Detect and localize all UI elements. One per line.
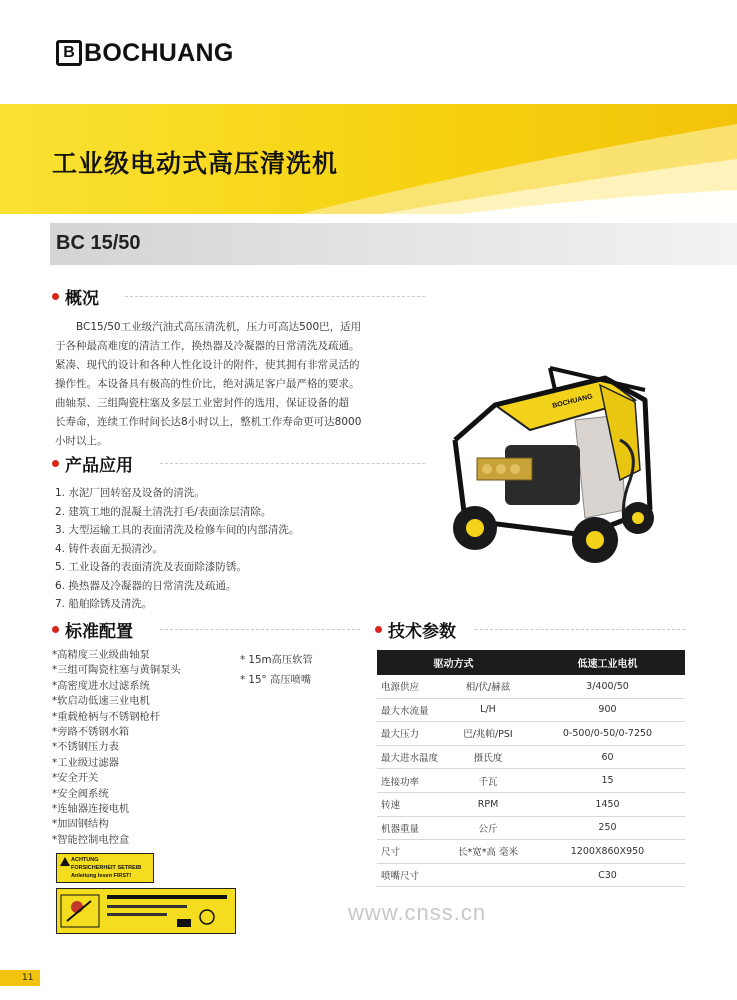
bullet-dot-icon	[52, 460, 59, 467]
table-row	[377, 816, 685, 840]
applications-heading	[52, 451, 133, 476]
table-cell: 250	[530, 816, 685, 840]
list-item: *安全阀系统	[52, 787, 109, 800]
config-rule	[160, 629, 360, 630]
table-row	[377, 745, 685, 769]
overview-line: 于各种最高难度的清洁工作，换热器及冷凝器的日常清洗及疏通。	[55, 340, 360, 352]
config-list-left	[52, 648, 181, 848]
list-item: * 15m高压软管	[240, 654, 313, 666]
list-item: *工业级过滤器	[52, 756, 119, 769]
model-bar	[50, 223, 737, 265]
model-number: BC 15/50	[56, 232, 141, 254]
config-heading-text: 标准配置	[65, 622, 133, 642]
specs-table	[377, 650, 685, 887]
safety-pictogram-label	[56, 888, 236, 934]
table-cell: 机器重量	[377, 816, 446, 840]
overview-heading-text: 概况	[65, 289, 99, 309]
table-row	[377, 698, 685, 722]
specs-rule	[475, 629, 685, 630]
table-cell: 喷嘴尺寸	[377, 863, 446, 887]
table-row	[377, 769, 685, 793]
config-list-right	[240, 650, 313, 690]
list-item: *软启动低速三业电机	[52, 695, 150, 708]
list-item: *三组可陶瓷柱塞与黄铜泵头	[52, 664, 181, 677]
table-header-cell: 驱动方式	[377, 650, 530, 675]
overview-rule	[125, 296, 425, 297]
table-cell: 尺寸	[377, 840, 446, 864]
table-cell: 摄氏度	[446, 745, 530, 769]
table-row	[377, 792, 685, 816]
list-item: *旁路不锈钢水箱	[52, 726, 130, 739]
machine-label: BOCHUANG	[551, 393, 594, 410]
table-cell: 3/400/50	[530, 675, 685, 698]
table-cell: 最大进水温度	[377, 745, 446, 769]
list-item: 7. 船舶除锈及清洗。	[55, 598, 153, 610]
table-cell: 公斤	[446, 816, 530, 840]
applications-heading-text: 产品应用	[65, 456, 133, 476]
table-cell: 长*宽*高 毫米	[446, 840, 530, 864]
warning-label-line: Anleitung lesen FIRST!	[71, 873, 132, 879]
list-item: 5. 工业设备的表面清洗及表面除漆防锈。	[55, 561, 247, 573]
list-item: *智能控制电控盒	[52, 833, 130, 846]
overview-line: 操作性。本设备具有极高的性价比，绝对满足客户最严格的要求。	[55, 378, 360, 390]
table-cell: L/H	[446, 698, 530, 722]
table-cell: C30	[530, 863, 685, 887]
overview-line: 曲轴泵、三组陶瓷柱塞及多层工业密封件的选用，保证设备的超	[55, 397, 349, 409]
table-cell: 连接功率	[377, 769, 446, 793]
table-cell: 相/伏/赫兹	[446, 675, 530, 698]
overview-line: 紧凑、现代的设计和各种人性化设计的附件，使其拥有非常灵活的	[55, 359, 360, 371]
table-cell: 15	[530, 769, 685, 793]
list-item: 2. 建筑工地的混凝土清洗打毛/表面涂层清除。	[55, 505, 272, 518]
overview-line: 长寿命，连续工作时间长达8小时以上，整机工作寿命更可达8000	[55, 416, 362, 428]
specs-heading	[375, 617, 456, 642]
table-cell: 转速	[377, 792, 446, 816]
table-header-row	[377, 650, 685, 675]
table-cell: 电源供应	[377, 675, 446, 698]
list-item: 1. 水泥厂回转窑及设备的清洗。	[55, 487, 205, 499]
bullet-dot-icon	[375, 626, 382, 633]
list-item: 6. 换热器及冷凝器的日常清洗及疏通。	[55, 579, 237, 592]
table-row	[377, 863, 685, 887]
page-number: 11	[0, 970, 40, 986]
table-cell: 最大水流量	[377, 698, 446, 722]
applications-list	[55, 484, 299, 614]
list-item: 4. 铸件表面无损清沙。	[55, 542, 163, 555]
pressure-washer-image	[435, 360, 665, 565]
list-item: *不锈钢压力表	[52, 741, 119, 754]
list-item: 3. 大型运输工具的表面清洗及检修车间的内部清洗。	[55, 524, 300, 536]
list-item: *连轴器连接电机	[52, 803, 130, 816]
bullet-dot-icon	[52, 293, 59, 300]
table-row	[377, 722, 685, 746]
table-cell: 1450	[530, 792, 685, 816]
config-heading	[52, 617, 133, 642]
table-cell	[446, 863, 530, 887]
table-cell: 巴/兆帕/PSI	[446, 722, 530, 746]
list-item: * 15° 高压喷嘴	[240, 674, 312, 686]
list-item: *重载枪柄与不锈钢枪杆	[52, 710, 161, 723]
table-cell: 60	[530, 745, 685, 769]
page-title: 工业级电动式高压清洗机	[52, 149, 339, 178]
list-item: *高精度三业级曲轴泵	[52, 649, 150, 661]
warning-label-line: FORSICHERHEIT SETREIB	[71, 865, 142, 871]
bullet-dot-icon	[52, 626, 59, 633]
watermark: www.cnss.cn	[348, 900, 487, 925]
table-row	[377, 675, 685, 698]
overview-heading	[52, 284, 99, 309]
table-cell: 1200X860X950	[530, 840, 685, 864]
table-header-cell: 低速工业电机	[530, 650, 685, 675]
title-banner	[0, 104, 737, 214]
list-item: *加固钢结构	[52, 818, 109, 831]
safety-pictogram-icon	[57, 889, 235, 933]
overview-paragraph	[55, 318, 361, 451]
logo-mark-icon: B	[56, 40, 82, 66]
list-item: *高密度进水过滤系统	[52, 679, 150, 692]
table-cell: 千瓦	[446, 769, 530, 793]
overview-line: BC15/50工业级汽油式高压清洗机，压力可高达500巴，适用	[76, 321, 362, 333]
specs-heading-text: 技术参数	[388, 622, 456, 642]
table-cell: 0-500/0-50/0-7250	[530, 722, 685, 746]
brand-logo	[56, 36, 234, 70]
overview-line: 小时以上。	[55, 435, 108, 447]
warning-label-line: ACHTUNG	[71, 857, 99, 863]
warning-label	[56, 853, 154, 883]
list-item: *安全开关	[52, 772, 99, 785]
table-cell: 900	[530, 698, 685, 722]
table-cell: 最大压力	[377, 722, 446, 746]
brand-name: BOCHUANG	[84, 38, 234, 67]
table-row	[377, 840, 685, 864]
applications-rule	[160, 463, 425, 464]
table-cell: RPM	[446, 792, 530, 816]
warning-triangle-icon	[60, 857, 70, 866]
